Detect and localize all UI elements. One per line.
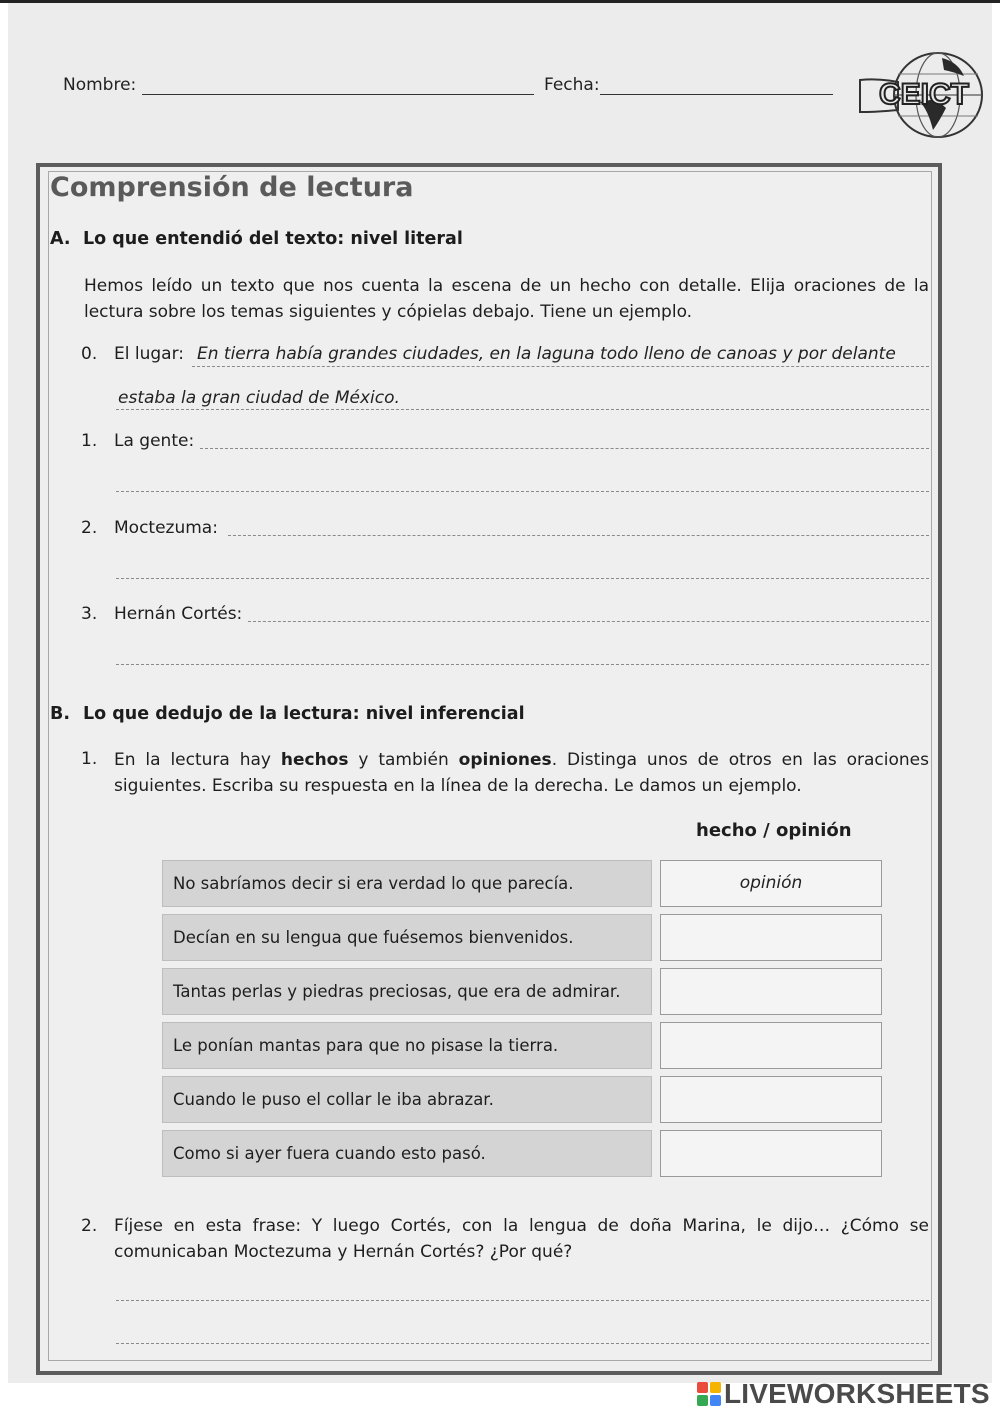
- liveworksheets-logo-icon: [697, 1382, 721, 1406]
- item-2-answer-line-2[interactable]: [116, 578, 929, 579]
- item-1-answer-line-1[interactable]: [200, 448, 929, 449]
- item-3-number: 3.: [81, 604, 98, 624]
- logo-text: CEICT: [879, 78, 969, 111]
- row-answer-box[interactable]: [660, 1022, 882, 1069]
- item-2-label: [81, 518, 218, 538]
- row-sentence: No sabríamos decir si era verdad lo que parecía.: [162, 860, 652, 907]
- table-row: [162, 968, 882, 1015]
- item-0-answer-line-1: [192, 366, 929, 367]
- item-1-answer-line-2[interactable]: [116, 491, 929, 492]
- watermark-text: LIVEWORKSHEETS: [724, 1378, 990, 1409]
- item-3-answer-line-1[interactable]: [248, 621, 929, 622]
- ceict-logo: [858, 50, 990, 140]
- row-answer-box[interactable]: opinión: [660, 860, 882, 907]
- section-a-title: Lo que entendió del texto: nivel literal: [83, 229, 463, 249]
- row-sentence: Cuando le puso el collar le iba abrazar.: [162, 1076, 652, 1123]
- row-answer-box[interactable]: [660, 1076, 882, 1123]
- item-2-answer-line-1[interactable]: [228, 535, 929, 536]
- row-sentence: Decían en su lengua que fuésemos bienvenidos.: [162, 914, 652, 961]
- item-3-text: Hernán Cortés:: [114, 604, 243, 624]
- item-2-number: 2.: [81, 518, 98, 538]
- question-2-answer-line-2[interactable]: [116, 1343, 929, 1344]
- row-answer-box[interactable]: [660, 914, 882, 961]
- table-row: [162, 1022, 882, 1069]
- item-0-answer-line-2: [116, 409, 929, 410]
- column-header: hecho / opinión: [696, 820, 852, 841]
- item-0-number: 0.: [81, 344, 98, 364]
- liveworksheets-watermark: [697, 1378, 990, 1410]
- section-b-letter: B.: [50, 704, 70, 724]
- question-2-text: Fíjese en esta frase: Y luego Cortés, con la lengua de doña Marina, le dijo… ¿Cómo se comunicaban Moctezuma y Hernán Cortés? ¿Por qué?: [114, 1216, 929, 1262]
- question-1-number: 1.: [81, 749, 98, 769]
- table-row: [162, 1130, 882, 1177]
- item-1-label: [81, 431, 194, 451]
- date-input-line[interactable]: [600, 94, 833, 95]
- item-3-label: [81, 604, 242, 624]
- row-answer-box[interactable]: [660, 968, 882, 1015]
- section-b-heading: [50, 704, 525, 724]
- item-1-text: La gente:: [114, 431, 195, 451]
- table-row: [162, 1076, 882, 1123]
- row-answer-box[interactable]: [660, 1130, 882, 1177]
- item-3-answer-line-2[interactable]: [116, 664, 929, 665]
- item-0-label: [81, 344, 184, 364]
- section-a-letter: A.: [50, 229, 71, 249]
- date-label: Fecha:: [544, 75, 600, 95]
- item-1-number: 1.: [81, 431, 98, 451]
- question-1-text: En la lectura hay hechos y también opiniones. Distinga unos de otros en las oraciones siguientes. Escriba su respuesta en la línea de la derecha. Le damos un ejemplo.: [114, 750, 929, 796]
- page-title: Comprensión de lectura: [50, 172, 414, 203]
- item-0-example-line-1: En tierra había grandes ciudades, en la laguna todo lleno de canoas y por delante: [197, 344, 896, 364]
- name-input-line[interactable]: [142, 94, 534, 95]
- table-row: [162, 860, 882, 907]
- row-sentence: Le ponían mantas para que no pisase la tierra.: [162, 1022, 652, 1069]
- item-0-text: El lugar:: [114, 344, 184, 364]
- row-sentence: Como si ayer fuera cuando esto pasó.: [162, 1130, 652, 1177]
- question-2-number: 2.: [81, 1216, 98, 1236]
- section-a-instructions: Hemos leído un texto que nos cuenta la escena de un hecho con detalle. Elija oraciones de la lectura sobre los temas siguientes y cópielas debajo. Tiene un ejemplo.: [84, 276, 929, 322]
- table-row: [162, 914, 882, 961]
- section-b-title: Lo que dedujo de la lectura: nivel inferencial: [83, 704, 525, 724]
- section-a-heading: [50, 229, 463, 249]
- item-2-text: Moctezuma:: [114, 518, 218, 538]
- question-2-answer-line-1[interactable]: [116, 1300, 929, 1301]
- row-sentence: Tantas perlas y piedras preciosas, que era de admirar.: [162, 968, 652, 1015]
- item-0-example-line-2: estaba la gran ciudad de México.: [118, 388, 400, 408]
- name-label: Nombre:: [63, 75, 137, 95]
